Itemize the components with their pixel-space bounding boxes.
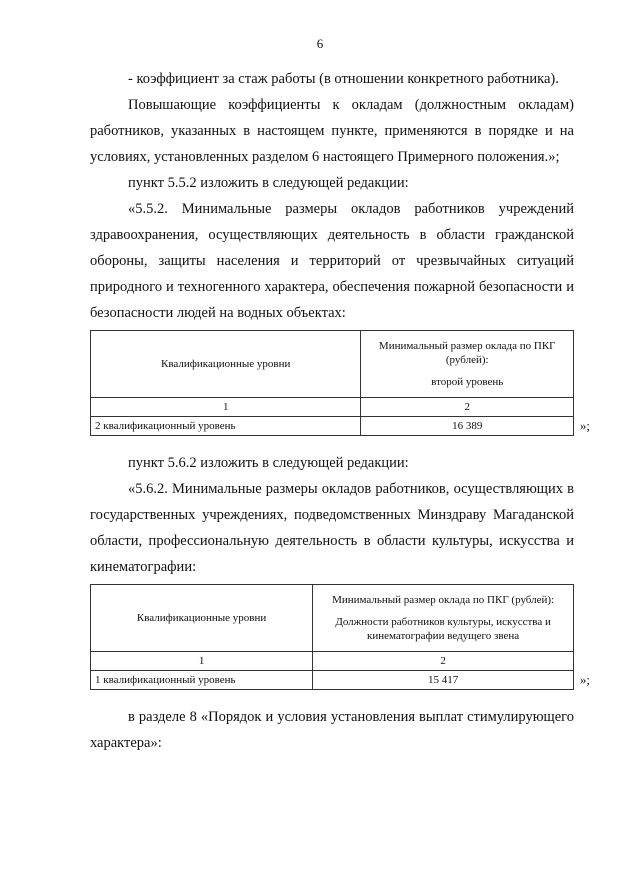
table1-col2-header-cell	[361, 331, 574, 398]
paragraph-coefficient: - коэффициент за стаж работы (в отношении конкретного работника).	[128, 71, 559, 87]
paragraph-section-8: в разделе 8 «Порядок и условия установления выплат стимулирующего характера»:	[90, 709, 574, 751]
table1-col1-header: Квалификационные уровни	[91, 331, 361, 398]
table-salary-culture	[90, 584, 590, 690]
table2-col1-header: Квалификационные уровни	[91, 585, 313, 652]
page-number: 6	[316, 36, 324, 51]
paragraph-increasing-coefficients: Повышающие коэффициенты к окладам (должностным окладам) работников, указанных в настоящем пункте, применяются в порядке и на условиях, установленных разделом 6 настоящего Примерного положения.»;	[90, 97, 574, 165]
table1-num2: 2	[361, 398, 574, 417]
table2-col2-header: Минимальный размер оклада по ПКГ (рублей):	[332, 594, 555, 606]
table2-num2: 2	[313, 652, 574, 671]
paragraph-5-5-2-text: «5.5.2. Минимальные размеры окладов работников учреждений здравоохранения, осуществляющих деятельность в области гражданской обороны, защиты населения и территорий от чрезвычайных ситуаций природного и техногенного характера, обеспечения пожарной безопасности и безопасности людей на водных объектах:	[90, 201, 574, 321]
table2-num1: 1	[91, 652, 313, 671]
table2-closing-quote: »;	[579, 672, 590, 687]
table-salary-health	[90, 330, 590, 436]
table1-col2-header: Минимальный размер оклада по ПКГ (рублей):	[378, 340, 556, 366]
document-body	[90, 66, 590, 756]
table2-col2-header-cell	[313, 585, 574, 652]
table2-row-value: 15 417	[313, 671, 574, 690]
paragraph-item-5-6-2: пункт 5.6.2 изложить в следующей редакции:	[128, 455, 409, 471]
table1-row-value: 16 389	[361, 417, 574, 436]
table1-row-label: 2 квалификационный уровень	[91, 417, 361, 436]
table1-num1: 1	[91, 398, 361, 417]
paragraph-item-5-5-2: пункт 5.5.2 изложить в следующей редакции:	[128, 175, 409, 191]
table2-col2-subheader: Должности работников культуры, искусства и кинематографии ведущего звена	[335, 616, 551, 642]
table1-closing-quote: »;	[579, 418, 590, 433]
table2-row-label: 1 квалификационный уровень	[91, 671, 313, 690]
table1-col2-subheader: второй уровень	[431, 376, 504, 388]
paragraph-5-6-2-text: «5.6.2. Минимальные размеры окладов работников, осуществляющих в государственных учреждениях, подведомственных Минздраву Магаданской области, профессиональную деятельность в области культуры, искусства и кинематографии:	[90, 481, 574, 575]
